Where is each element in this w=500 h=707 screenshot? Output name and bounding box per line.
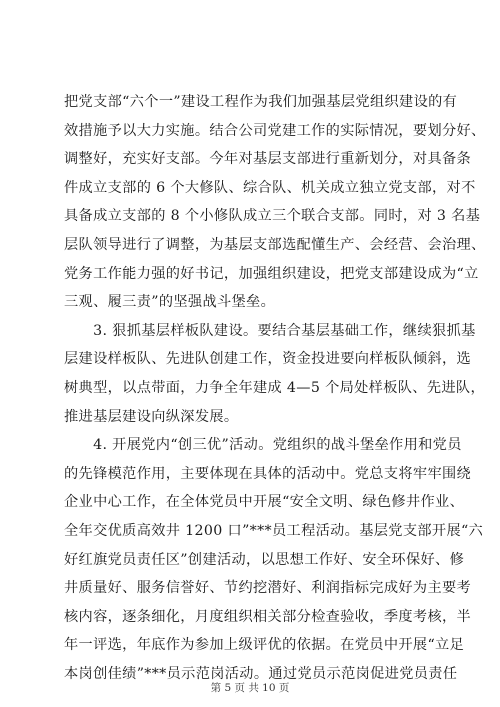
text-line: 具备成立支部的 8 个小修队成立三个联合支部。同时，对 3 名基 [64,208,481,225]
text-line: 企业中心工作，在全体党员中开展“安全文明、绿色修井作业、 [64,494,465,511]
text-line: 推进基层建设向纵深发展。 [64,408,239,425]
text-line: 树典型，以点带面，力争全年建成 4—5 个局处样板队、先进队， [64,379,485,396]
text-line: 的先锋模范作用，主要体现在具体的活动中。党总支将牢牢围绕 [64,465,472,482]
page-number: 第 5 页 共 10 页 [210,682,290,694]
text-line: 层建设样板队、先进队创建工作，资金投进要向样板队倾斜，选 [64,351,472,368]
text-line: 核内容，逐条细化，月度组织相关部分检查验收，季度考核，半 [64,608,472,625]
text-line: 件成立支部的 6 个大修队、综合队、机关成立独立党支部，对不 [64,179,476,196]
text-line: 3. 狠抓基层样板队建设。要结合基层基础工作，继续狠抓基 [64,322,476,339]
text-line: 年一评选，年底作为参加上级评优的依据。在党员中开展“立足 [64,637,465,654]
text-line: 4. 开展党内“创三优”活动。党组织的战斗堡垒作用和党员 [64,437,462,454]
text-line: 层队领导进行了调整，为基层支部选配懂生产、会经营、会治理、 [64,236,486,253]
text-line: 好红旗党员责任区”创建活动，以思想工作好、安全环保好、修 [64,551,465,568]
text-line: 把党支部“六个一”建设工程作为我们加强基层党组织建设的有 [64,94,458,110]
text-line: 井质量好、服务信誉好、节约挖潜好、利润指标完成好为主要考 [64,580,472,597]
text-line: 三观、履三责”的坚强战斗堡垒。 [64,294,276,311]
text-line: 调整好，充实好支部。今年对基层支部进行重新划分，对具备条 [64,151,472,168]
text-line: 全年交优质高效井 1200 口”***员工程活动。基层党支部开展“六 [64,522,484,539]
text-line: 本岗创佳绩”***员示范岗活动。通过党员示范岗促进党员责任 [64,665,458,682]
document-body [64,88,486,688]
text-line: 效措施予以大力实施。结合公司党建工作的实际情况，要划分好、 [64,122,486,139]
text-line: 党务工作能力强的好书记，加强组织建设，把党支部建设成为“立 [64,265,479,282]
